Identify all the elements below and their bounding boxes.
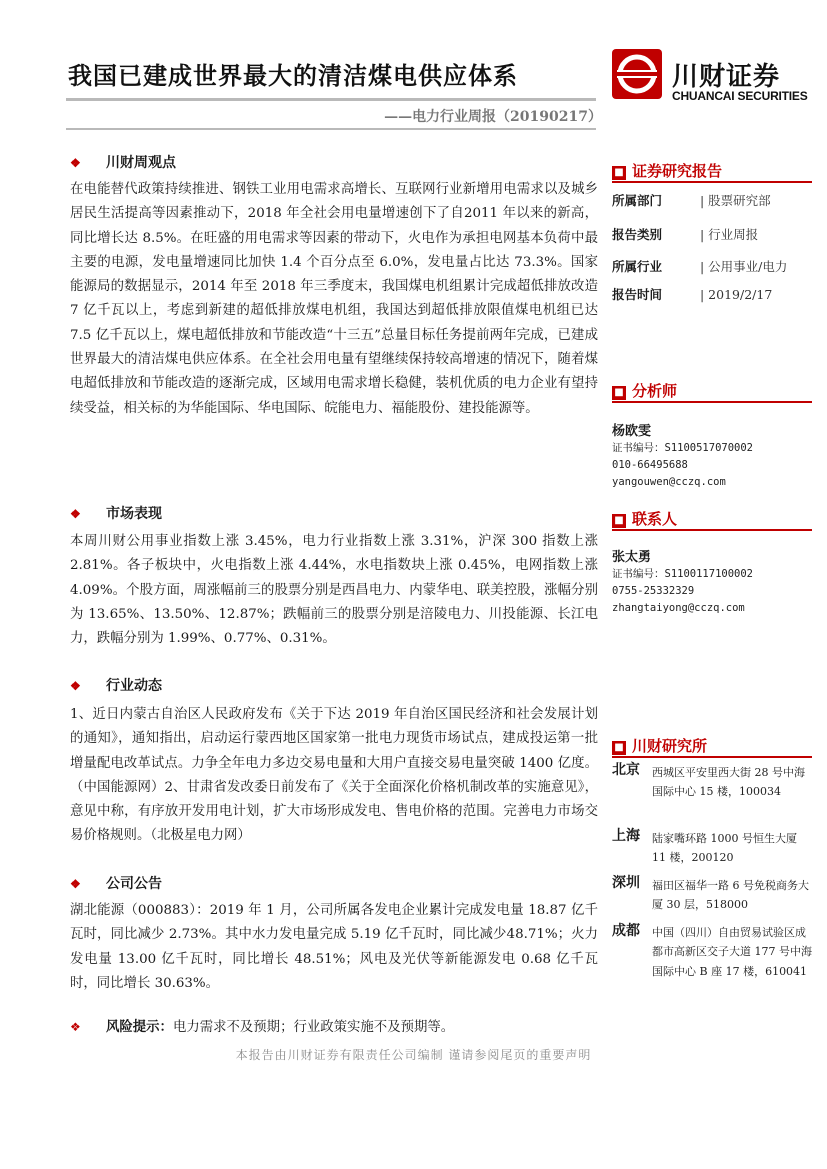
office-city: 上海 xyxy=(612,828,640,844)
diamond-icon: ❖ xyxy=(70,156,81,170)
office-address: 福田区福华一路 6 号免税商务大厦 30 层，518000 xyxy=(652,879,809,912)
document-icon: ■ xyxy=(612,386,626,400)
contact-phone: 0755-25332329 xyxy=(612,585,695,597)
section-body-market: 本周川财公用事业指数上涨 3.45%，电力行业指数上涨 3.31%，沪深 300 指数上涨 2.81%。各子板块中，火电指数上涨 4.44%，水电指数块上涨 0.45%，电网指数上涨 4.09%。个股方面，周涨幅前三的股票分别是西昌电力、内蒙华电、联美控股，涨幅分别为 13.65%、13.50%、12.87%；跌幅前三的股票分别是涪陵电力、川投能源、长江电力，跌幅分别为 1.99%、0.77%、0.31%。 xyxy=(70,534,598,647)
analyst-phone: 010-66495688 xyxy=(612,459,688,471)
meta-row: 报告类别 | 行业周报 xyxy=(612,227,759,242)
page-footer: 本报告由川财证券有限责任公司编制 谨请参阅尾页的重要声明 xyxy=(235,1048,592,1062)
office-address: 中国（四川）自由贸易试验区成都市高新区交子大道 177 号中海国际中心 B 座 17 楼，610041 xyxy=(652,926,812,978)
page-title: 我国已建成世界最大的清洁煤电供应体系 xyxy=(68,61,518,90)
document-icon: ■ xyxy=(612,741,626,755)
risk-warning: ❖ 风险提示：电力需求不及预期；行业政策实施不及预期等。 xyxy=(70,1019,455,1035)
document-icon: ■ xyxy=(612,166,626,180)
diamond-icon: ❖ xyxy=(70,507,81,521)
page-subtitle: ——电力行业周报（20190217） xyxy=(384,109,602,125)
office-city: 深圳 xyxy=(612,875,640,891)
sidebar-heading-contact: ■ 联系人 xyxy=(612,508,677,529)
sidebar-rule xyxy=(612,181,812,183)
header-rule-bottom xyxy=(66,128,596,130)
sidebar-heading-institute: ■ 川财研究所 xyxy=(612,735,707,756)
diamond-icon: ❖ xyxy=(70,1020,81,1034)
section-body-industry: 1、近日内蒙古自治区人民政府发布《关于下达 2019 年自治区国民经济和社会发展计划的通知》，通知指出，启动运行蒙西地区国家第一批电力现货市场试点，建成投运第一批增量配电改革试点。力争全年电力多边交易电量和大用户直接交易电量突破 1400 亿度。（中国能源网）2、甘肃省发改委日前发布了《关于全面深化价格机制改革的实施意见》，意见中称，有序放开发用电计划，扩大市场形成发电、售电价格的范围。完善电力市场交易价格规则。（北极星电力网） xyxy=(70,707,598,844)
section-heading-company: ❖ 公司公告 xyxy=(70,876,162,892)
office-address: 陆家嘴环路 1000 号恒生大厦 11 楼，200120 xyxy=(652,832,797,865)
office-city: 成都 xyxy=(612,923,640,939)
sidebar-rule xyxy=(612,756,812,758)
meta-row: 报告时间 | 2019/2/17 xyxy=(612,287,773,302)
section-heading-industry: ❖ 行业动态 xyxy=(70,678,162,694)
analyst-cert: 证书编号：S1100517070002 xyxy=(612,442,754,454)
section-heading-view: ❖ 川财周观点 xyxy=(70,155,176,171)
sidebar-heading-analyst: ■ 分析师 xyxy=(612,380,677,401)
office-city: 北京 xyxy=(612,762,640,778)
sidebar-rule xyxy=(612,401,812,403)
analyst-name: 杨欧雯 xyxy=(612,424,652,439)
diamond-icon: ❖ xyxy=(70,679,81,693)
brand-name-cn: 川财证券 xyxy=(672,62,781,92)
contact-name: 张太勇 xyxy=(612,550,652,565)
header-rule-top xyxy=(66,98,596,101)
brand-logo-icon xyxy=(611,48,663,100)
diamond-icon: ❖ xyxy=(70,877,81,891)
meta-row: 所属行业 | 公用事业/电力 xyxy=(612,259,788,274)
contact-cert: 证书编号：S1100117100002 xyxy=(612,568,754,580)
brand-name-en: CHUANCAI SECURITIES xyxy=(672,89,808,103)
contact-email[interactable]: zhangtaiyong@cczq.com xyxy=(612,602,745,614)
sidebar-rule xyxy=(612,529,812,531)
section-heading-market: ❖ 市场表现 xyxy=(70,506,162,522)
analyst-email[interactable]: yangouwen@cczq.com xyxy=(612,476,726,488)
meta-row: 所属部门 | 股票研究部 xyxy=(612,193,771,208)
sidebar-heading-report: ■ 证券研究报告 xyxy=(612,160,722,181)
section-body-view: 在电能替代政策持续推进、钢铁工业用电需求高增长、互联网行业新增用电需求以及城乡居民生活提高等因素推动下，2018 年全社会用电量增速创下了自2011 年以来的新高，同比增长达 8.5%。在旺盛的用电需求等因素的带动下，火电作为承担电网基本负荷中最主要的电源，发电量增速同比加快 1.4 个百分点至 6.0%，发电量占比达 73.3%。国家能源局的数据显示，2014 年至 2018 年三季度末，我国煤电机组累计完成超低排放改造 7 亿千瓦以上，考虑到新建的超低排放煤电机组，我国达到超低排放限值煤电机组已达 7.5 亿千瓦以上，煤电超低排放和节能改造“十三五”总量目标任务提前两年完成，已建成世界最大的清洁煤电供应体系。在全社会用电量有望继续保持较高增速的情况下，随着煤电超低排放和节能改造的逐渐完成，区域用电需求增长稳健，装机优质的电力企业有望持续受益，相关标的为华能国际、华电国际、皖能电力、福能股份、建投能源等。 xyxy=(70,182,598,416)
section-body-company: 湖北能源（000883）：2019 年 1 月，公司所属各发电企业累计完成发电量 18.87 亿千瓦时，同比减少 2.73%。其中水力发电量完成 5.19 亿千瓦时，同比减少48.71%；火力发电量 13.00 亿千瓦时，同比增长 48.51%；风电及光伏等新能源发电 0.68 亿千瓦时，同比增长 30.63%。 xyxy=(70,903,598,991)
document-icon: ■ xyxy=(612,514,626,528)
office-address: 西城区平安里西大街 28 号中海国际中心 15 楼，100034 xyxy=(652,766,805,799)
